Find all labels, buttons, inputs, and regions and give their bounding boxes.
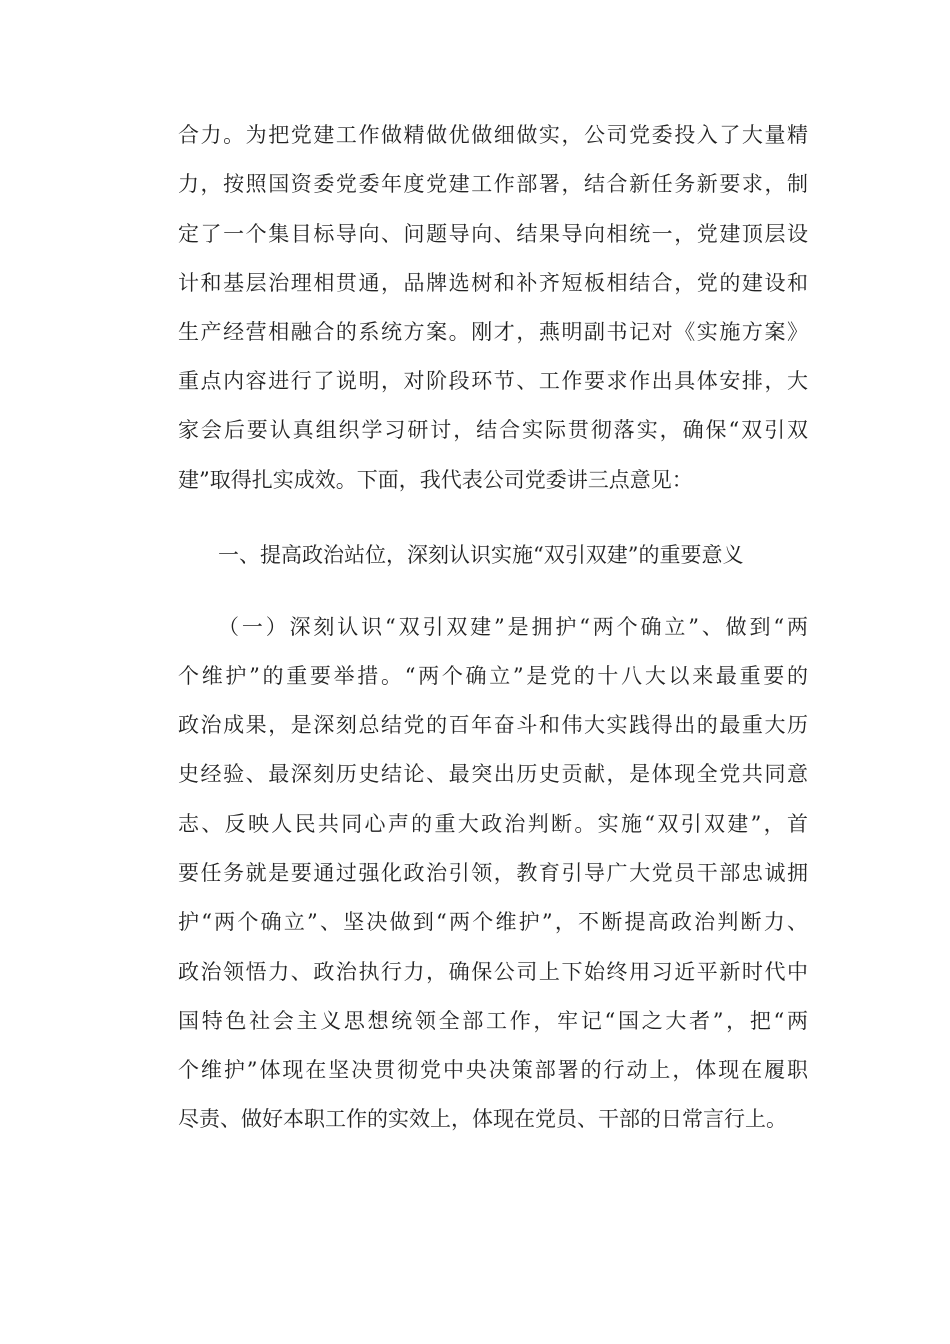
paragraph-line: 国特色社会主义思想统领全部工作，牢记“国之大者”，把“两 [178, 1009, 808, 1033]
paragraph-line: 力，按照国资委党委年度党建工作部署，结合新任务新要求，制 [178, 172, 808, 196]
paragraph-line: 尽责、做好本职工作的实效上，体现在党员、干部的日常言行上。 [178, 1107, 787, 1131]
paragraph-line: 个维护”体现在坚决贯彻党中央决策部署的行动上，体现在履职 [178, 1058, 808, 1082]
paragraph-line: 要任务就是要通过强化政治引领，教育引导广大党员干部忠诚拥 [178, 861, 808, 885]
paragraph-line: 个维护”的重要举措。“两个确立”是党的十八大以来最重要的 [178, 664, 808, 688]
paragraph-line: 计和基层治理相贯通，品牌选树和补齐短板相结合，党的建设和 [178, 271, 808, 295]
paragraph-line: 生产经营相融合的系统方案。刚才，燕明副书记对《实施方案》 [178, 320, 808, 344]
paragraph-line: 志、反映人民共同心声的重大政治判断。实施“双引双建”，首 [178, 812, 808, 836]
paragraph-line: 政治成果，是深刻总结党的百年奋斗和伟大实践得出的最重大历 [178, 713, 808, 737]
paragraph-line: 合力。为把党建工作做精做优做细做实，公司党委投入了大量精 [178, 123, 808, 147]
paragraph-line: 重点内容进行了说明，对阶段环节、工作要求作出具体安排，大 [178, 369, 808, 393]
paragraph-line: （一）深刻认识“双引双建”是拥护“两个确立”、做到“两 [218, 615, 808, 639]
paragraph-line: 政治领悟力、政治执行力，确保公司上下始终用习近平新时代中 [178, 960, 808, 984]
paragraph-line: 建”取得扎实成效。下面，我代表公司党委讲三点意见： [178, 468, 693, 492]
paragraph-line: 护“两个确立”、坚决做到“两个维护”，不断提高政治判断力、 [178, 910, 808, 934]
section-heading: 一、提高政治站位，深刻认识实施“双引双建”的重要意义 [218, 543, 744, 567]
paragraph-line: 定了一个集目标导向、问题导向、结果导向相统一，党建顶层设 [178, 222, 808, 246]
paragraph-line: 家会后要认真组织学习研讨，结合实际贯彻落实，确保“双引双 [178, 418, 808, 442]
paragraph-line: 史经验、最深刻历史结论、最突出历史贡献，是体现全党共同意 [178, 762, 808, 786]
